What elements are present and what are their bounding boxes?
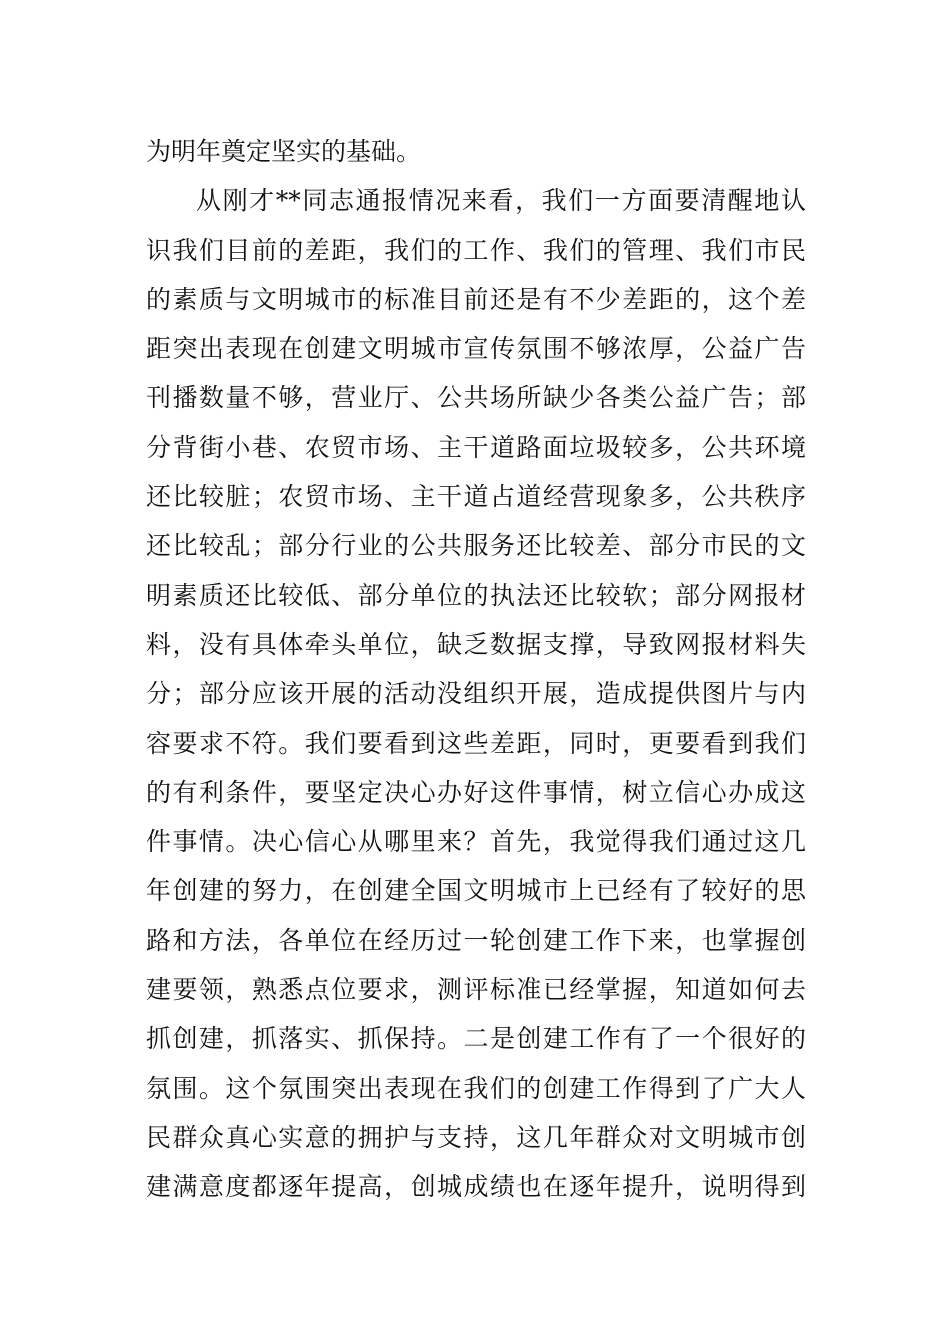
body-text	[146, 130, 806, 1215]
text-line: 距突出表现在创建文明城市宣传氛围不够浓厚，公益广告	[146, 334, 806, 364]
text-line: 民群众真心实意的拥护与支持，这几年群众对文明城市创	[146, 1122, 806, 1152]
text-line: 还比较脏；农贸市场、主干道占道经营现象多，公共秩序	[146, 482, 806, 512]
text-line: 料，没有具体牵头单位，缺乏数据支撑，导致网报材料失	[146, 629, 806, 659]
text-line: 分背街小巷、农贸市场、主干道路面垃圾较多，公共环境	[146, 432, 806, 462]
text-line: 刊播数量不够，营业厅、公共场所缺少各类公益广告；部	[146, 383, 806, 413]
text-line: 分；部分应该开展的活动没组织开展，造成提供图片与内	[146, 679, 806, 709]
text-line: 年创建的努力，在创建全国文明城市上已经有了较好的思	[146, 876, 806, 906]
text-line: 为明年奠定坚实的基础。	[146, 137, 422, 166]
text-line: 容要求不符。我们要看到这些差距，同时，更要看到我们	[146, 728, 806, 758]
paragraph-first-line: 从刚才**同志通报情况来看，我们一方面要清醒地认	[196, 186, 806, 216]
text-line: 件事情。决心信心从哪里来？首先，我觉得我们通过这几	[146, 827, 806, 857]
text-line: 的有利条件，要坚定决心办好这件事情，树立信心办成这	[146, 777, 806, 807]
text-line: 建要领，熟悉点位要求，测评标准已经掌握，知道如何去	[146, 975, 806, 1005]
text-line: 识我们目前的差距，我们的工作、我们的管理、我们市民	[146, 235, 806, 265]
text-line: 建满意度都逐年提高，创城成绩也在逐年提升，说明得到	[146, 1172, 806, 1202]
text-line: 明素质还比较低、部分单位的执法还比较软；部分网报材	[146, 580, 806, 610]
text-line: 的素质与文明城市的标准目前还是有不少差距的，这个差	[146, 284, 806, 314]
text-line: 路和方法，各单位在经历过一轮创建工作下来，也掌握创	[146, 925, 806, 955]
text-line: 抓创建，抓落实、抓保持。二是创建工作有了一个很好的	[146, 1024, 806, 1054]
text-line: 还比较乱；部分行业的公共服务还比较差、部分市民的文	[146, 531, 806, 561]
text-line: 氛围。这个氛围突出表现在我们的创建工作得到了广大人	[146, 1073, 806, 1103]
